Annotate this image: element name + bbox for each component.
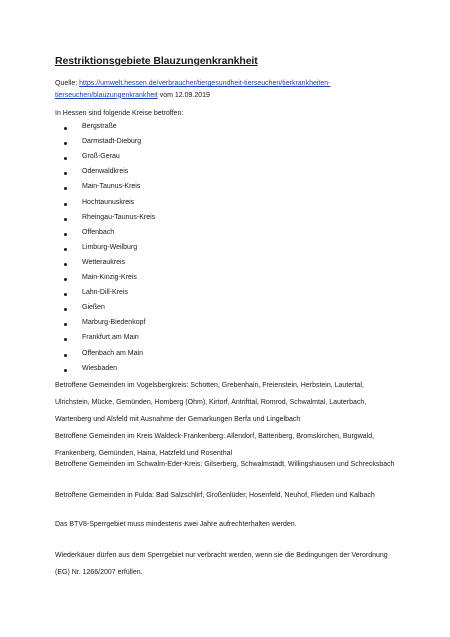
- district-name: Wetteraukreis: [82, 258, 126, 266]
- source-date: vom 12.09.2019: [157, 91, 210, 99]
- source-link[interactable]: https://umwelt.hessen.de/verbraucher/tiergesundheit-tierseuchen/tierkrankheiten-tierseuchen/blauzungenkrankheit: [55, 80, 331, 99]
- paragraph-waldeck: Betroffene Gemeinden im Kreis Waldeck-Frankenberg: Allendorf, Battenberg, Bromskirchen, Burgwald, Frankenberg, Gemünden, Haina, Hatzfeld und Rosenthal: [55, 433, 375, 457]
- bullet-icon: [64, 157, 67, 160]
- district-name: Odenwaldkreis: [82, 168, 129, 176]
- district-item: [0, 319, 300, 331]
- district-item: [0, 168, 300, 180]
- bullet-icon: [64, 308, 67, 311]
- district-item: [0, 214, 300, 226]
- bullet-icon: [64, 218, 67, 221]
- district-item: [0, 304, 300, 316]
- district-name: Offenbach: [82, 228, 115, 236]
- district-name: Hochtaunuskreis: [82, 198, 135, 206]
- district-item: [0, 274, 300, 286]
- bullet-icon: [64, 293, 67, 296]
- district-name: Limburg-Weilburg: [82, 243, 138, 251]
- paragraph-vogelsberg: Betroffene Gemeinden im Vogelsbergkreis: Schotten, Grebenhain, Freienstein, Herbstein, Lautertal, Ulrichstein, Mücke, Gemünden, Homberg (Ohm), Kirtorf, Antrifttal, Romrod, Schwalmtal, Lauterbach, Wartenberg und Alsfeld mit Ausnahme der Gemarkungen Berfa und Lingelbach: [55, 382, 367, 423]
- source-line: [55, 78, 405, 101]
- source-prefix: Quelle:: [55, 80, 80, 87]
- bullet-icon: [64, 127, 67, 130]
- district-item: [0, 123, 300, 135]
- district-name: Marburg-Biedenkopf: [82, 319, 146, 327]
- bullet-icon: [64, 248, 67, 251]
- district-item: [0, 244, 300, 256]
- paragraph-wiederkaeuer: Wiederkäuer dürfen aus dem Sperrgebiet nur verbracht werden, wenn sie die Bedingungen der Verordnung (EG) Nr. 1266/2007 erfüllen.: [55, 552, 388, 576]
- district-name: Groß-Gerau: [82, 153, 120, 161]
- district-name: Rheingau-Taunus-Kreis: [82, 213, 156, 221]
- bullet-icon: [64, 354, 67, 357]
- district-item: [0, 229, 300, 241]
- district-item: [0, 183, 300, 195]
- district-item: [0, 199, 300, 211]
- district-name: Bergstraße: [82, 123, 117, 130]
- district-item: [0, 153, 300, 165]
- district-name: Wiesbaden: [82, 364, 118, 372]
- bullet-icon: [64, 369, 67, 372]
- bullet-icon: [64, 172, 67, 175]
- bullet-icon: [64, 203, 67, 206]
- bullet-icon: [64, 142, 67, 145]
- district-item: [0, 334, 300, 346]
- district-name: Offenbach am Main: [82, 349, 143, 357]
- bullet-icon: [64, 233, 67, 236]
- district-item: [0, 289, 300, 301]
- district-name: Frankfurt am Main: [82, 334, 139, 342]
- bullet-icon: [64, 263, 67, 266]
- district-item: [0, 259, 300, 271]
- district-name: Darmstadt-Dieburg: [82, 138, 142, 146]
- document-title: Restriktionsgebiete Blauzungenkrankheit: [55, 55, 258, 67]
- paragraph-schwalm-eder: Betroffene Gemeinden im Schwalm-Eder-Kreis: Gilserberg, Schwalmstadt, Willingshausen und Schrecksbach: [55, 461, 395, 468]
- district-item: [0, 350, 300, 362]
- bullet-icon: [64, 323, 67, 326]
- district-item: [0, 365, 300, 377]
- bullet-icon: [64, 187, 67, 190]
- district-item: [0, 138, 300, 150]
- district-name: Main-Kinzig-Kreis: [82, 274, 137, 281]
- bullet-icon: [64, 278, 67, 281]
- district-name: Gießen: [82, 304, 105, 312]
- intro-text: In Hessen sind folgende Kreise betroffen:: [55, 110, 184, 117]
- paragraph-fulda: Betroffene Gemeinden in Fulda: Bad Salzschlirf, Großenlüder, Hosenfeld, Neuhof, Flieden und Kalbach: [55, 492, 375, 499]
- paragraph-sperrgebiet: Das BTV8-Sperrgebiet muss mindestens zwei Jahre aufrechterhalten werden.: [55, 521, 297, 528]
- district-name: Main-Taunus-Kreis: [82, 183, 141, 191]
- district-name: Lahn-Dill-Kreis: [82, 289, 128, 297]
- bullet-icon: [64, 338, 67, 341]
